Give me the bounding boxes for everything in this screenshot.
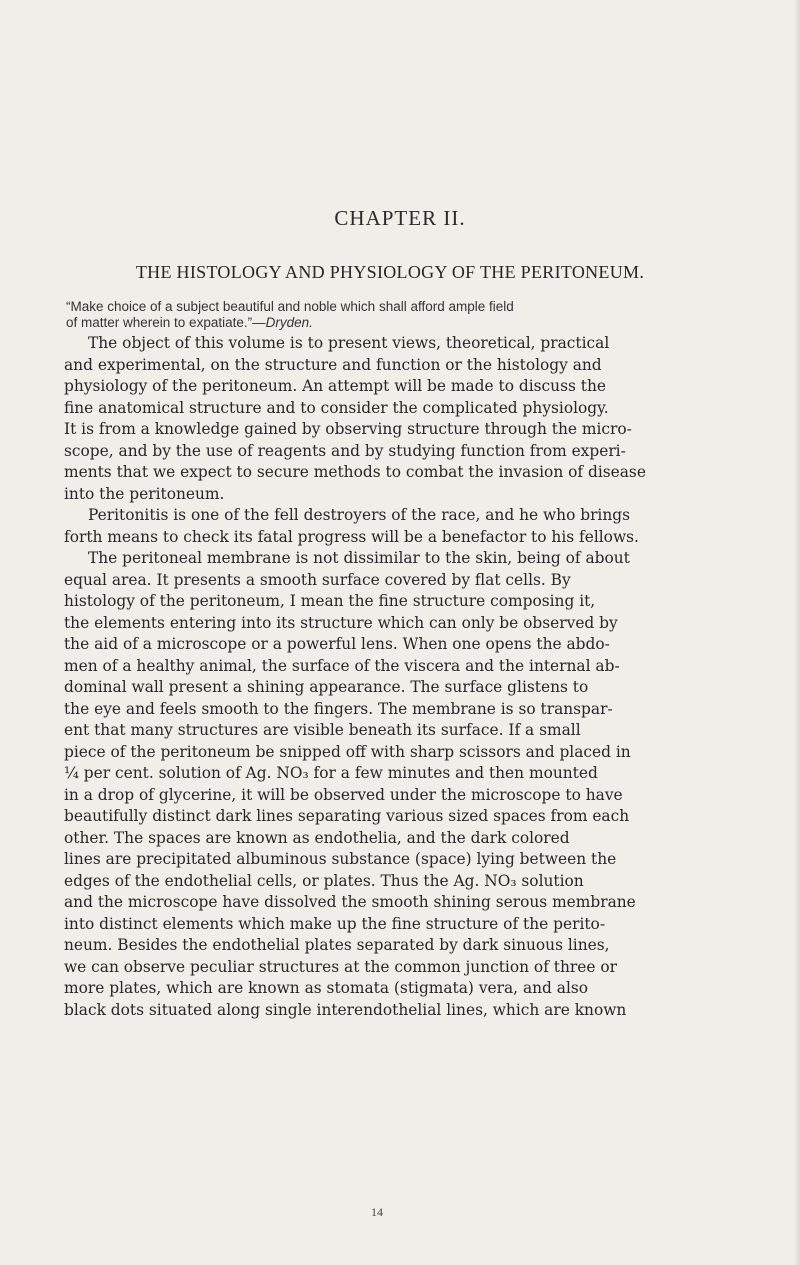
text-line: black dots situated along single interendothelial lines, which are known — [64, 1000, 627, 1019]
text-line: The object of this volume is to present views, theoretical, practical — [88, 334, 610, 352]
text-line: the eye and feels smooth to the fingers. The membrane is so transpar- — [64, 699, 613, 718]
epigraph — [66, 299, 726, 331]
text-line: The peritoneal membrane is not dissimilar to the skin, being of about — [88, 549, 630, 567]
text-line: physiology of the peritoneum. An attempt will be made to discuss the — [64, 377, 606, 395]
text-line: histology of the peritoneum, I mean the fine structure composing it, — [64, 592, 596, 610]
text-line: into the peritoneum. — [64, 484, 225, 503]
text-line: and the microscope have dissolved the smooth shining serous membrane — [64, 893, 636, 911]
text-line: men of a healthy animal, the surface of the viscera and the internal ab- — [64, 656, 620, 675]
text-line: into distinct elements which make up the fine structure of the perito- — [64, 914, 606, 933]
text-line: dominal wall present a shining appearance. The surface glistens to — [64, 678, 589, 696]
text-line: other. The spaces are known as endothelia, and the dark colored — [64, 828, 570, 847]
text-line: ¼ per cent. solution of Ag. NO₃ for a few minutes and then mounted — [64, 764, 598, 782]
text-line: ent that many structures are visible beneath its surface. If a small — [64, 721, 581, 739]
text-line: fine anatomical structure and to consider the complicated physiology. — [64, 398, 609, 417]
text-line: the aid of a microscope or a powerful lens. When one opens the abdo- — [64, 635, 610, 653]
text-line: scope, and by the use of reagents and by studying function from experi- — [64, 441, 626, 460]
text-line: in a drop of glycerine, it will be observed under the microscope to have — [64, 785, 623, 804]
text-line: It is from a knowledge gained by observing structure through the micro- — [64, 420, 632, 438]
text-line: Peritonitis is one of the fell destroyers of the race, and he who brings — [88, 506, 631, 524]
text-line: beautifully distinct dark lines separating various sized spaces from each — [64, 807, 630, 825]
text-line: forth means to check its fatal progress will be a benefactor to his fellows. — [64, 527, 639, 546]
epigraph-line: “Make choice of a subject beautiful and noble which shall afford ample field — [66, 299, 514, 314]
epigraph-line — [66, 315, 726, 331]
chapter-title: THE HISTOLOGY AND PHYSIOLOGY OF THE PERITONEUM. — [135, 262, 645, 282]
page-number: 14 — [371, 1205, 383, 1219]
text-line: edges of the endothelial cells, or plates. Thus the Ag. NO₃ solution — [64, 871, 584, 890]
epigraph-author: Dryden. — [265, 315, 313, 330]
page-edge-shadow — [794, 0, 800, 1265]
text-line: lines are precipitated albuminous substance (space) lying between the — [64, 850, 617, 868]
body-text — [64, 333, 744, 1021]
chapter-heading: CHAPTER II. — [334, 206, 466, 230]
text-line: the elements entering into its structure which can only be observed by — [64, 613, 618, 632]
text-line: equal area. It presents a smooth surface covered by flat cells. By — [64, 570, 571, 589]
text-line: ments that we expect to secure methods to combat the invasion of disease — [64, 463, 646, 481]
text-line: piece of the peritoneum be snipped off with sharp scissors and placed in — [64, 742, 631, 761]
text-line: and experimental, on the structure and function or the histology and — [64, 355, 602, 374]
epigraph-text: of matter wherein to expatiate.”— — [66, 315, 266, 330]
text-line: neum. Besides the endothelial plates separated by dark sinuous lines, — [64, 936, 610, 954]
text-line: more plates, which are known as stomata (stigmata) vera, and also — [64, 979, 589, 997]
text-line: we can observe peculiar structures at the common junction of three or — [64, 957, 617, 976]
